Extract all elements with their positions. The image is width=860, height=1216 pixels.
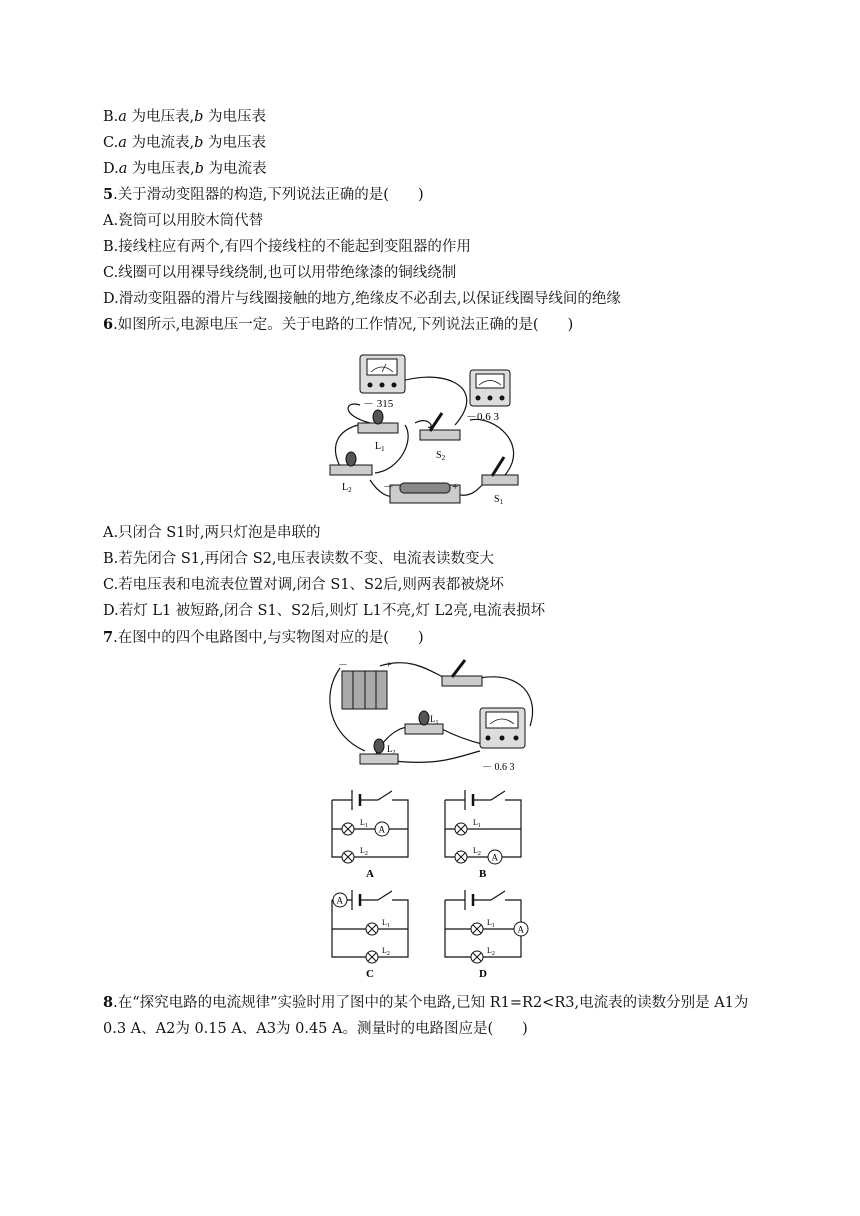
q5-stem: 5.关于滑动变阻器的构造,下列说法正确的是( ) bbox=[103, 186, 424, 203]
svg-text:L2: $L_2$ bbox=[387, 744, 396, 756]
svg-text:A: A bbox=[378, 824, 385, 835]
svg-text:－ 315: － 315 bbox=[363, 398, 394, 410]
q7-ammeter bbox=[480, 708, 525, 773]
svg-text:L2: $L_2$ bbox=[473, 846, 481, 857]
q6-battery bbox=[383, 481, 460, 503]
svg-text:A: A bbox=[517, 924, 524, 935]
q6-switch-s1 bbox=[482, 457, 518, 506]
q7-battery bbox=[338, 660, 392, 709]
q4-option-d: D.a 为电压表,b 为电流表 bbox=[103, 161, 267, 177]
q7-diagram-c bbox=[330, 885, 420, 980]
q7-switch bbox=[442, 660, 482, 686]
svg-text:L1: $L_1$ bbox=[382, 918, 390, 929]
q8-stem-line1: 8.在“探究电路的电流规律”实验时用了图中的某个电路,已知 R1=R2<R3,电流表的读数分别是 A1为 bbox=[103, 994, 749, 1011]
q6-lamp-l1 bbox=[358, 410, 398, 453]
svg-text:L1: $L_1$ bbox=[375, 441, 385, 453]
q7-diagram-a bbox=[330, 785, 420, 880]
q6-circuit-figure bbox=[320, 345, 540, 515]
svg-text:L2: $L_2$ bbox=[342, 482, 352, 494]
q6-option-d: D.若灯 L1 被短路,闭合 S1、S2后,则灯 L1不亮,灯 L2亮,电流表损坏 bbox=[103, 603, 546, 619]
svg-text:－: － bbox=[383, 481, 394, 493]
q4-option-c: C.a 为电流表,b 为电压表 bbox=[103, 135, 266, 151]
q6-option-c: C.若电压表和电流表位置对调,闭合 S1、S2后,则两表都被烧坏 bbox=[103, 577, 504, 593]
svg-text:+: + bbox=[452, 481, 459, 493]
svg-text:+: + bbox=[386, 660, 392, 671]
q6-option-b: B.若先闭合 S1,再闭合 S2,电压表读数不变、电流表读数变大 bbox=[103, 551, 495, 567]
q6-stem: 6.如图所示,电源电压一定。关于电路的工作情况,下列说法正确的是( ) bbox=[103, 316, 574, 333]
svg-text:L1: $L_1$ bbox=[473, 818, 481, 829]
q5-option-d: D.滑动变阻器的滑片与线圈接触的地方,绝缘皮不必刮去,以保证线圈导线间的绝缘 bbox=[103, 291, 621, 307]
q5-option-a: A.瓷筒可以用胶木筒代替 bbox=[103, 213, 264, 229]
svg-text:A: A bbox=[491, 852, 498, 863]
q7-diagram-label-c: C bbox=[366, 968, 374, 980]
q7-diagram-label-a: A bbox=[366, 868, 374, 880]
svg-text:L1: $L_1$ bbox=[360, 818, 368, 829]
q7-lamp-l1 bbox=[405, 711, 443, 734]
svg-text:S2: $S_2$ bbox=[436, 450, 446, 462]
svg-text:L1: $L_1$ bbox=[430, 714, 439, 726]
q6-option-a: A.只闭合 S1时,两只灯泡是串联的 bbox=[103, 525, 321, 541]
svg-text:L2: $L_2$ bbox=[487, 946, 495, 957]
svg-text:－ 0.6 3: － 0.6 3 bbox=[482, 762, 515, 773]
q8-stem-line2: 0.3 A、A2为 0.15 A、A3为 0.45 A。测量时的电路图应是( ) bbox=[103, 1021, 528, 1037]
q7-diagram-b bbox=[443, 785, 533, 880]
svg-text:－0.6 3: －0.6 3 bbox=[466, 411, 499, 423]
q6-voltmeter bbox=[360, 355, 405, 410]
svg-text:A: A bbox=[336, 895, 343, 906]
q4-option-b: B.a 为电压表,b 为电压表 bbox=[103, 109, 267, 125]
q5-option-b: B.接线柱应有两个,有四个接线柱的不能起到变阻器的作用 bbox=[103, 239, 471, 255]
svg-text:L2: $L_2$ bbox=[382, 946, 390, 957]
svg-text:S1: $S_1$ bbox=[494, 494, 504, 506]
q5-option-c: C.线圈可以用裸导线绕制,也可以用带绝缘漆的铜线绕制 bbox=[103, 265, 457, 281]
svg-text:L2: $L_2$ bbox=[360, 846, 368, 857]
q7-physical-circuit bbox=[320, 656, 550, 776]
q7-diagram-label-d: D bbox=[479, 968, 487, 980]
q7-diagram-label-b: B bbox=[479, 868, 487, 880]
svg-text:L1: $L_1$ bbox=[487, 918, 495, 929]
q6-ammeter bbox=[466, 370, 510, 423]
svg-text:－: － bbox=[338, 660, 348, 671]
q7-lamp-l2 bbox=[360, 739, 398, 764]
q7-stem: 7.在图中的四个电路图中,与实物图对应的是( ) bbox=[103, 629, 424, 646]
q7-diagram-d bbox=[443, 885, 533, 980]
